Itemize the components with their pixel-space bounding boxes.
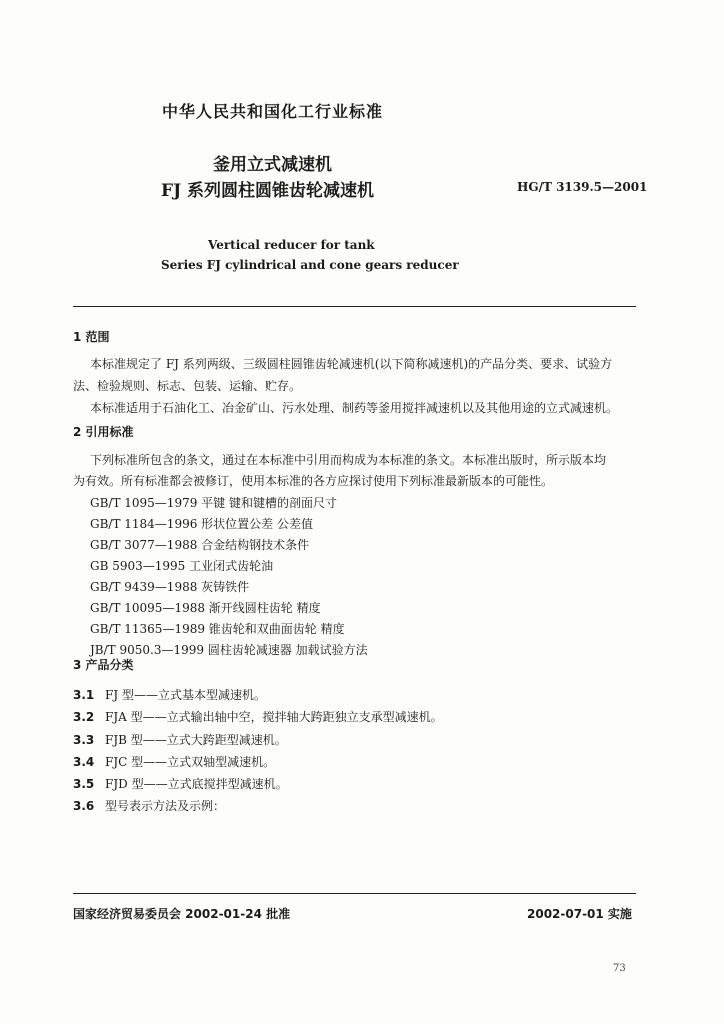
section1-heading: 1 范围 (73, 330, 110, 344)
section2-heading: 2 引用标准 (73, 425, 134, 439)
header-divider (73, 306, 636, 307)
classification-item (73, 708, 443, 725)
reference-item: GB/T 10095—1988 渐开线圆柱齿轮 精度 (90, 601, 321, 615)
title-en-line2: Series FJ cylindrical and cone gears reducer (161, 258, 459, 272)
classification-number: 3.4 (73, 755, 95, 769)
classification-number: 3.6 (73, 799, 95, 813)
classification-number: 3.5 (73, 777, 95, 791)
classification-item (73, 775, 288, 792)
classification-text: FJ 型——立式基本型减速机。 (105, 688, 266, 702)
page-number: 73 (613, 963, 626, 974)
standard-number: HG/T 3139.5—2001 (517, 180, 648, 194)
classification-text: FJB 型——立式大跨距型减速机。 (105, 733, 287, 747)
reference-item: GB/T 9439—1988 灰铸铁件 (90, 580, 250, 594)
implementation-date: 2002-07-01 实施 (527, 907, 632, 921)
footer-divider (73, 893, 636, 894)
reference-item: GB 5903—1995 工业闭式齿轮油 (90, 559, 274, 573)
classification-text: FJC 型——立式双轴型减速机。 (105, 755, 276, 769)
classification-item (73, 686, 266, 703)
section1-para2: 本标准适用于石油化工、冶金矿山、污水处理、制药等釜用搅拌减速机以及其他用途的立式减速机。 (90, 401, 619, 415)
section2-para-line1: 下列标准所包含的条文，通过在本标准中引用而构成为本标准的条文。本标准出版时，所示版本均 (90, 453, 607, 467)
reference-item: GB/T 1184—1996 形状位置公差 公差值 (90, 517, 313, 531)
section3-heading: 3 产品分类 (73, 658, 134, 672)
classification-item (73, 753, 275, 770)
reference-item: GB/T 11365—1989 锥齿轮和双曲面齿轮 精度 (90, 622, 345, 636)
classification-item (73, 797, 225, 814)
classification-item (73, 731, 287, 748)
classification-text: FJA 型——立式输出轴中空，搅拌轴大跨距独立支承型减速机。 (105, 710, 443, 724)
classification-number: 3.2 (73, 710, 95, 724)
reference-item: GB/T 1095—1979 平键 键和键槽的剖面尺寸 (90, 496, 337, 510)
title-cn-line2: FJ 系列圆柱圆锥齿轮减速机 (161, 181, 375, 201)
industry-standard-title: 中华人民共和国化工行业标准 (162, 102, 384, 121)
approval-date: 国家经济贸易委员会 2002-01-24 批准 (73, 907, 291, 921)
classification-number: 3.3 (73, 733, 95, 747)
classification-text: 型号表示方法及示例： (105, 799, 226, 813)
section1-para1-line2: 法、检验规则、标志、包装、运输、贮存。 (73, 379, 302, 393)
reference-item: GB/T 3077—1988 合金结构钢技术条件 (90, 538, 310, 552)
section1-para1-line1: 本标准规定了 FJ 系列两级、三级圆柱圆锥齿轮减速机(以下简称减速机)的产品分类、要求、试验方 (90, 357, 613, 371)
reference-item: JB/T 9050.3—1999 圆柱齿轮减速器 加载试验方法 (90, 643, 368, 657)
title-cn-line1: 釜用立式减速机 (213, 155, 332, 175)
section2-para-line2: 为有效。所有标准都会被修订，使用本标准的各方应探讨使用下列标准最新版本的可能性。 (73, 474, 554, 488)
classification-number: 3.1 (73, 688, 95, 702)
classification-text: FJD 型——立式底搅拌型减速机。 (105, 777, 288, 791)
title-en-line1: Vertical reducer for tank (208, 238, 375, 252)
